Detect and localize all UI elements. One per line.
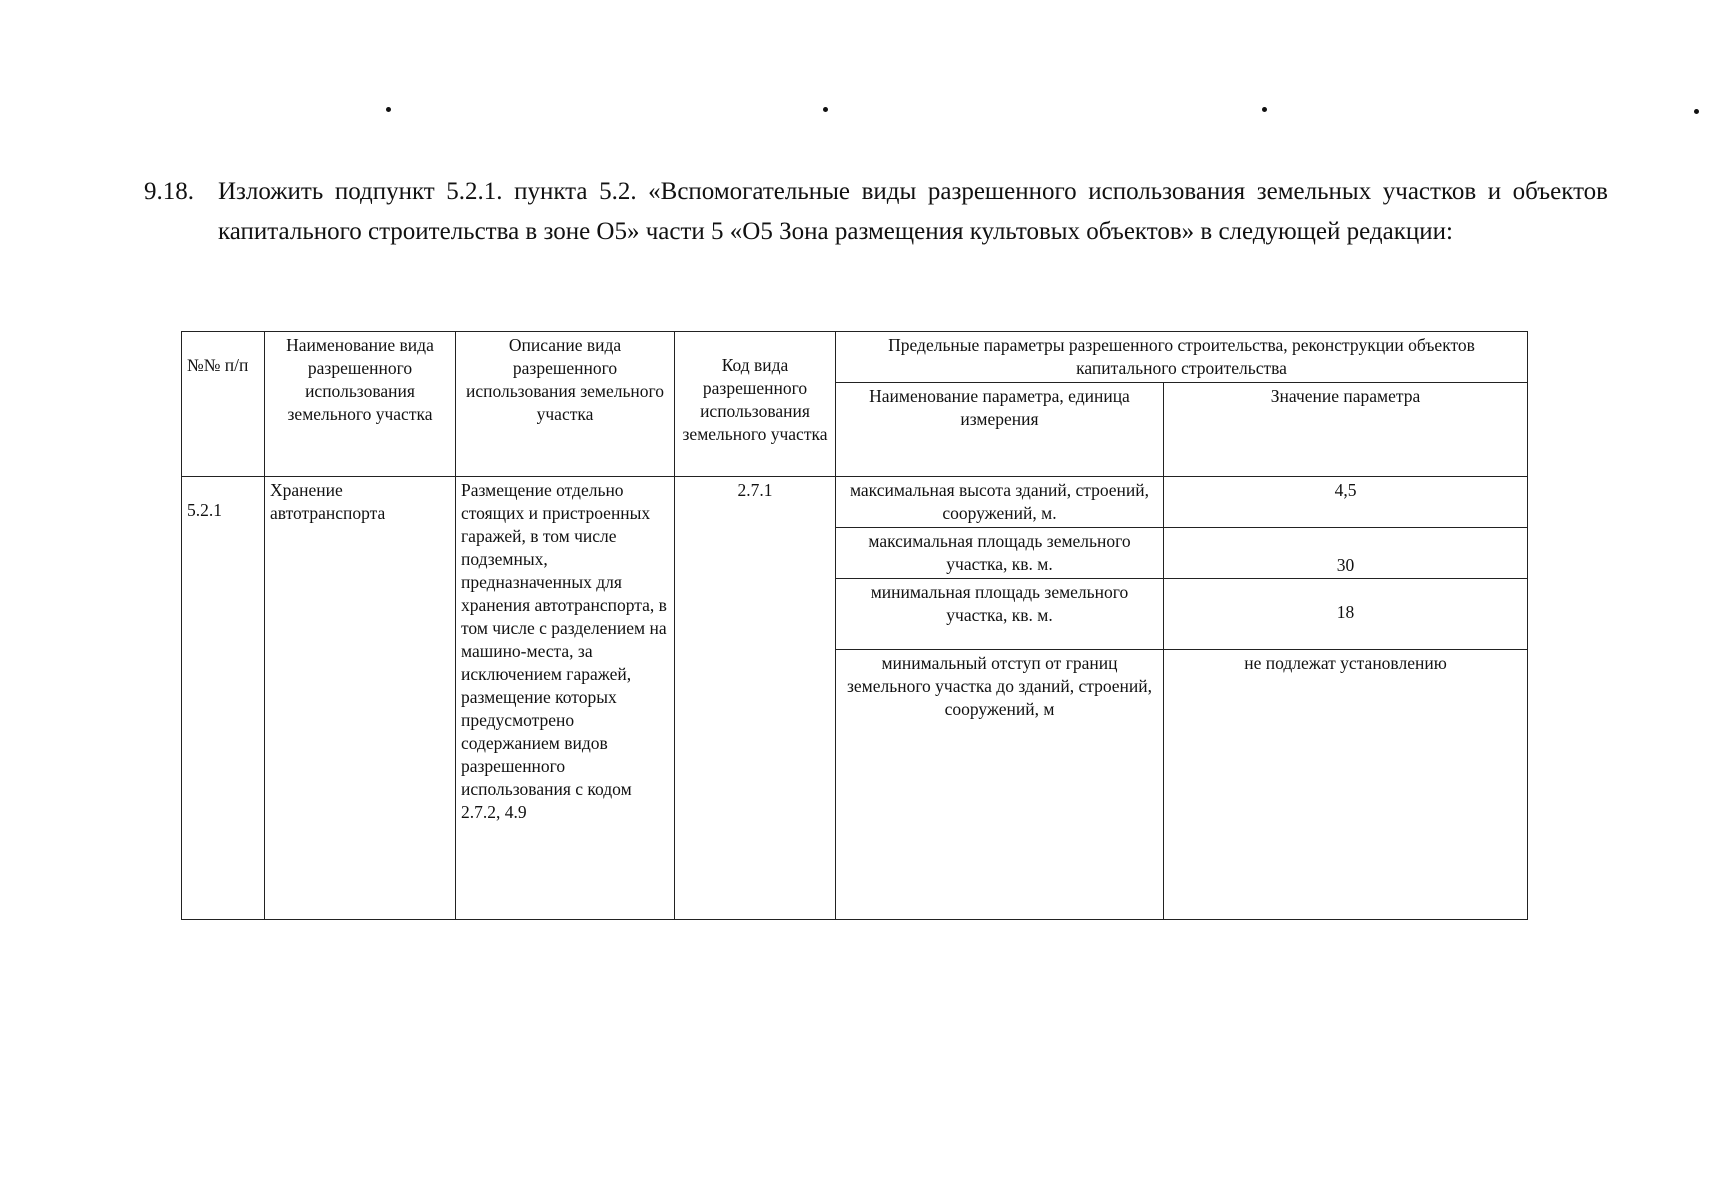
scan-mark	[823, 107, 828, 112]
param-value: 30	[1164, 528, 1528, 579]
scan-mark	[1262, 107, 1267, 112]
header-limits: Предельные параметры разрешенного строительства, реконструкции объектов капитального строительства	[836, 332, 1528, 383]
row-num: 5.2.1	[182, 477, 265, 920]
param-name: минимальный отступ от границ земельного участка до зданий, строений, сооружений, м	[836, 650, 1164, 920]
header-param-name: Наименование параметра, единица измерения	[836, 383, 1164, 477]
param-value: не подлежат установлению	[1164, 650, 1528, 920]
row-code: 2.7.1	[675, 477, 836, 920]
param-name: максимальная площадь земельного участка, кв. м.	[836, 528, 1164, 579]
header-num: №№ п/п	[182, 332, 265, 477]
param-value: 18	[1164, 579, 1528, 650]
scan-mark	[1694, 109, 1699, 114]
parameters-table	[181, 331, 1528, 920]
row-description: Размещение отдельно стоящих и пристроенных гаражей, в том числе подземных, предназначенных для хранения автотранспорта, в том числе с разделением на машино-места, за исключением гаражей, размещение которых предусмотрено содержанием видов разрешенного использования с кодом 2.7.2, 4.9	[456, 477, 675, 920]
row-name: Хранение автотранспорта	[265, 477, 456, 920]
header-description: Описание вида разрешенного использования земельного участка	[456, 332, 675, 477]
param-name: минимальная площадь земельного участка, кв. м.	[836, 579, 1164, 650]
param-name: максимальная высота зданий, строений, сооружений, м.	[836, 477, 1164, 528]
header-code: Код вида разрешенного использования земельного участка	[675, 332, 836, 477]
header-param-value: Значение параметра	[1164, 383, 1528, 477]
param-value: 4,5	[1164, 477, 1528, 528]
paragraph-text: Изложить подпункт 5.2.1. пункта 5.2. «Вспомогательные виды разрешенного использования земельных участков и объектов капитального строительства в зоне О5» части 5 «О5 Зона размещения культовых объектов» в следующей редакции:	[218, 178, 1608, 245]
header-name: Наименование вида разрешенного использования земельного участка	[265, 332, 456, 477]
scan-mark	[386, 107, 391, 112]
paragraph-number: 9.18.	[144, 178, 194, 205]
